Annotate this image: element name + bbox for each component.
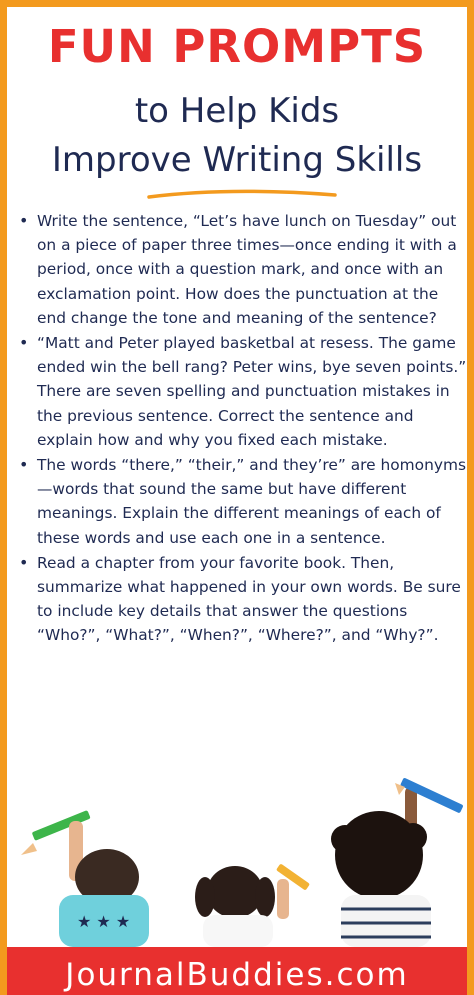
footer-banner bbox=[7, 947, 467, 995]
bullet-icon: • bbox=[19, 552, 29, 572]
poster-title: FUN PROMPTS bbox=[47, 20, 427, 73]
girl-with-pigtails bbox=[195, 866, 289, 947]
bullet-icon: • bbox=[19, 455, 29, 475]
svg-text:★ ★ ★: ★ ★ ★ bbox=[77, 912, 131, 931]
list-item bbox=[17, 209, 469, 330]
orange-swoosh-underline bbox=[147, 183, 337, 205]
prompt-text: Read a chapter from your favorite book. Then, summarize what happened in your own words. Be sure to include key details that answer the questions “Who?”, “What?”, “When?”, “Where?”, and “Why?”. bbox=[37, 553, 461, 645]
poster-subtitle-line2: Improve Writing Skills bbox=[51, 140, 423, 180]
kids-writing-illustration bbox=[7, 777, 474, 947]
prompt-list bbox=[17, 209, 469, 649]
boy-with-stars-shirt bbox=[59, 821, 149, 947]
kid-with-curly-hair bbox=[331, 787, 431, 947]
poster-subtitle-line1: to Help Kids bbox=[134, 91, 340, 131]
prompt-text: “Matt and Peter played basketbal at resess. The game ended win the bell rang? Peter wins, bye seven points.” There are seven spelling and punctuation mistakes in the previous sentence. Correct the sentence and explain how and why you fixed each mistake. bbox=[37, 334, 467, 449]
prompt-text: The words “there,” “their,” and they’re” are homonyms—words that sound the same but have different meanings. Explain the different meanings of each of these words and use each one in a sentence. bbox=[37, 456, 466, 547]
bullet-icon: • bbox=[19, 333, 29, 353]
bullet-icon: • bbox=[19, 211, 29, 230]
list-item bbox=[17, 453, 469, 550]
list-item bbox=[17, 331, 469, 452]
prompt-text: Write the sentence, “Let’s have lunch on Tuesday” out on a piece of paper three times—once ending it with a period, once with a question mark, and once with an exclamation point. How does the punctuation at the end change the tone and meaning of the sentence? bbox=[37, 212, 457, 327]
list-item bbox=[17, 551, 469, 648]
footer-site-link[interactable]: JournalBuddies.com bbox=[65, 957, 409, 993]
